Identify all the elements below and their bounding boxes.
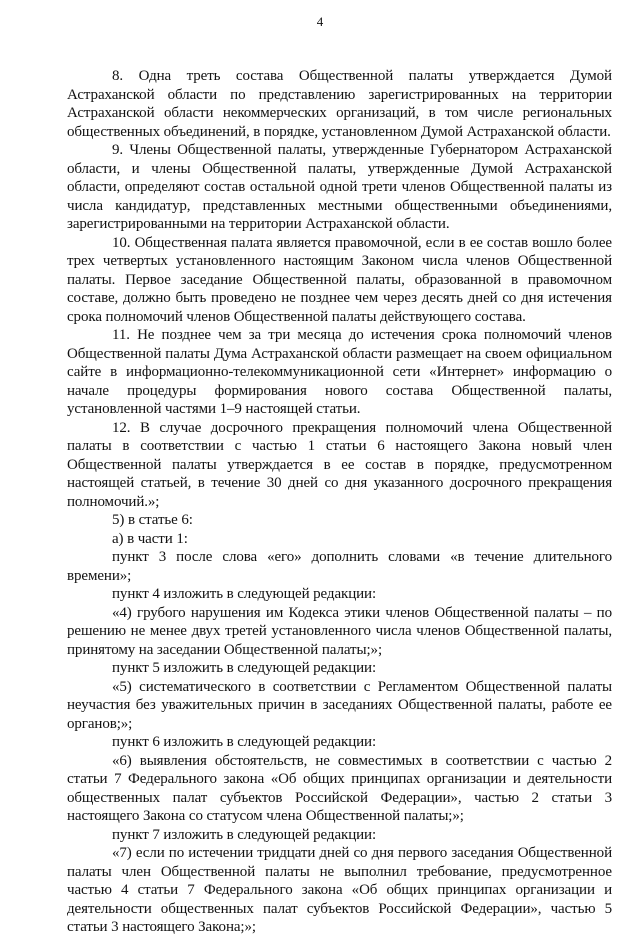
amendment-point-7-intro: пункт 7 изложить в следующей редакции:	[112, 826, 377, 843]
amendment-point-7-text: «7) если по истечении тридцати дней со дня первого заседания Общественной палаты член Общественной палаты не выполнил требование, предусмотренное частью 4 статьи 7 Федерального закона «Об общих принципах организации и деятельности общественных палат субъектов Российской Федерации», частью 5 статьи 3 настоящего Закона;»;	[67, 845, 612, 935]
amendment-point-3: пункт 3 после слова «его» дополнить словами «в течение длительного времени»;	[67, 549, 612, 584]
amendment-point-4-intro: пункт 4 изложить в следующей редакции:	[112, 586, 377, 602]
amendment-point-5-intro: пункт 5 изложить в следующей редакции:	[112, 660, 377, 676]
page-number: 4	[316, 14, 324, 29]
paragraph-10: 10. Общественная палата является правомочной, если в ее состав вошло более трех четвертых установленного настоящим Законом числа членов Общественной палаты. Первое заседание Общественной палаты, образованной в правомочном составе, должно быть проведено не позднее чем через десять дней со дня истечения срока полномочий членов Общественной палаты действующего состава.	[67, 234, 612, 325]
document-body	[67, 67, 612, 937]
amendment-point-4-text: «4) грубого нарушения им Кодекса этики членов Общественной палаты – по решению не менее двух третей установленного числа членов Общественной палаты, принятому на заседании Общественной палаты;»;	[67, 604, 612, 658]
item-5-article-6: 5) в статье 6:	[112, 512, 193, 528]
paragraph-12: 12. В случае досрочного прекращения полномочий члена Общественной палаты в соответствии с частью 1 статьи 6 настоящего Закона новый член Общественной палаты утверждается в ее состав в порядке, предусмотренном настоящей статьей, в течение 30 дней со дня указанного досрочного прекращения полномочий.»;	[67, 419, 612, 510]
amendment-point-6-intro: пункт 6 изложить в следующей редакции:	[112, 734, 377, 750]
amendment-point-5-text: «5) систематического в соответствии с Регламентом Общественной палаты неучастия без уважительных причин в заседаниях Общественной палаты, работе ее органов;»;	[67, 678, 612, 732]
paragraph-11: 11. Не позднее чем за три месяца до истечения срока полномочий членов Общественной палаты Дума Астраханской области размещает на своем официальном сайте в информационно-телекоммуникационной сети «Интернет» информацию о начале процедуры формирования нового состава Общественной палаты, установленной частями 1–9 настоящей статьи.	[67, 327, 612, 417]
amendment-point-6-text: «6) выявления обстоятельств, не совместимых в соответствии с частью 2 статьи 7 Федерального закона «Об общих принципах организации и деятельности общественных палат субъектов Российской Федерации», частью 2 статьи 3 настоящего Закона со статусом члена Общественной палаты;»;	[67, 752, 612, 824]
paragraph-8: 8. Одна треть состава Общественной палаты утверждается Думой Астраханской области по представлению зарегистрированных на территории Астраханской области некоммерческих организаций, в том числе региональных общественных объединений, в порядке, установленном Думой Астраханской области.	[67, 68, 612, 140]
paragraph-9: 9. Члены Общественной палаты, утвержденные Губернатором Астраханской области, и члены Общественной палаты, утвержденные Думой Астраханской области, определяют состав остальной одной трети членов Общественной палаты из числа кандидатур, представленных местными общественными объединениями, зарегистрированными на территории Астраханской области.	[67, 142, 612, 232]
subitem-a-part-1: а) в части 1:	[112, 530, 188, 547]
